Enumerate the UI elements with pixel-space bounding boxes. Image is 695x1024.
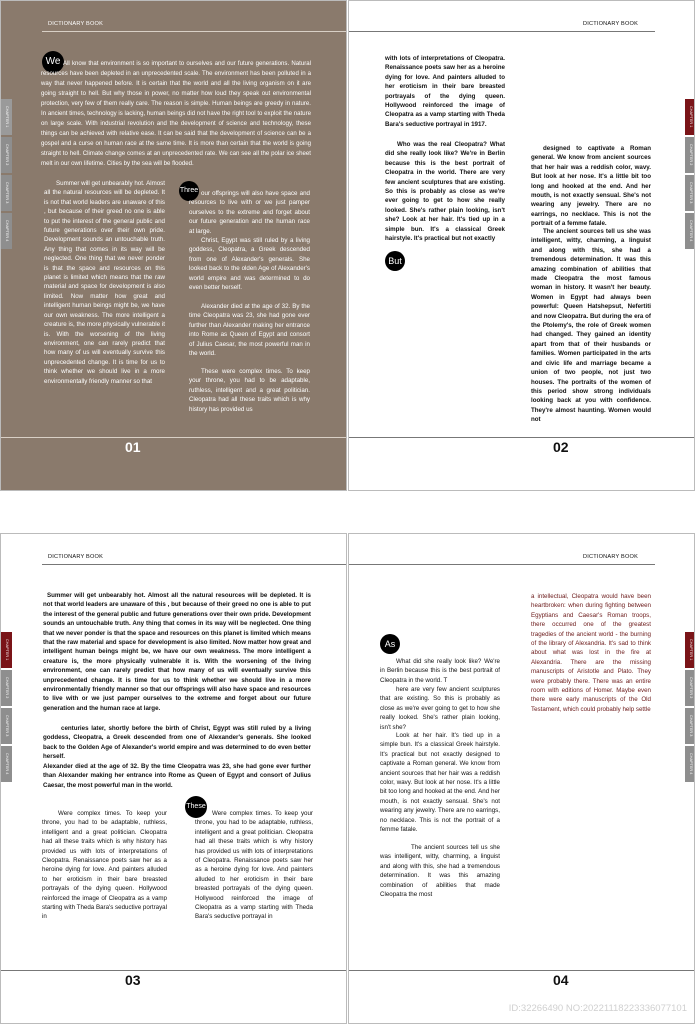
tab-chapter-4[interactable]: CHAPTER 4 <box>685 213 695 249</box>
tab-chapter-2[interactable]: CHAPTER 2 <box>685 137 695 173</box>
column-right-paragraph: Christ, Egypt was still ruled by a living goddess, Cleopatra, a Greek descended from one of Alexander's generals. She looked back to the olden Age of Alexander's world empire and was determined to do even better herself. <box>189 237 310 292</box>
tab-chapter-3[interactable]: CHAPTER 3 <box>1 175 12 211</box>
column-right-paragraph: our offsprings will also have space and resources to live with or we just pamper ourselves to the extreme and forget about our future generation and the human race at large. <box>189 190 310 235</box>
column-right-paragraph: designed to captivate a Roman general. We know from ancient sources that her hair was a reddish color, wavy. But look at her nose. It's a little bit too long and hooked at the end. And her mouth, is not exactly sensual. She's not wearing any jewelry. There are no earrings, no necklace. This is not the portrait of a femme fatale. <box>531 145 651 228</box>
tab-chapter-2[interactable]: CHAPTER 2 <box>1 670 12 706</box>
footer-rule <box>1 970 347 971</box>
page-1 <box>0 0 347 491</box>
page-header: DICTIONARY BOOK <box>583 21 639 27</box>
dropcap: As <box>380 634 400 654</box>
body-block: centuries later, shortly before the birth of Christ, Egypt was still ruled by a living goddess, Cleopatra, a Greek descended from one of Alexander's generals. She looked back to the Golden Age of Alexander's world empire and was determined to do even better herself. <box>43 725 311 761</box>
tab-chapter-1[interactable]: CHAPTER 1 <box>1 632 12 668</box>
chapter-tabs <box>1 99 12 251</box>
body-block: Summer will get unbearably hot. Almost all the natural resources will be depleted. It is not that world leaders are unaware of this , but because of their greed no one is able to put the interest of the general public and future generations over their own pride. Development sounds an untouchable truth. Any thing that comes in its way will be neglected. One thing that we never ponder is that the space and resources on this planet is limited which means that the raw material and space for development is also limited. Now matter how great and intelligent human beings might be, we have our own weakness. The more intelligent a creature is, the more physically vulnerable it is. With the worsening of the living environment, one can rarely predict that how many of us will eventually survive this unprecedented change. It is time for us to think whether we should live in a more environmentally friendly manner so that our offsprings will also have space and resources to live with or we just pamper ourselves to the extreme and forget about our future generation and the human race at large. <box>43 592 311 712</box>
tab-chapter-2[interactable]: CHAPTER 2 <box>1 137 12 173</box>
page-number: 02 <box>553 439 569 455</box>
column-right: a intellectual, Cleopatra would have been heartbroken: when during fighting between Egyptians and Caesar's Roman troops, there occurred one of the greatest tragedies of the ancient world - the burning of the library of Alexandria. It's sad to think about what was lost in the fire at Alexandria. There are the missing manuscripts of Aristotle and Plato. They were probably there. There was an entire room with editions of Homer. Maybe even there were early manuscripts of the Old Testament, which could probably help settle <box>531 593 651 713</box>
column-left-paragraph: with lots of interpretations of Cleopatra. Renaissance poets saw her as a heroine dying for love. And painters alluded to her eroticism in their bare breasted portrayals of the dying queen. Hollywood reinforced the image of Cleopatra as a vamp starting with Theda Bara's seductive portrayal in 1917. <box>385 55 505 128</box>
header-rule <box>42 31 347 32</box>
page-header: DICTIONARY BOOK <box>48 554 104 560</box>
page-3 <box>0 533 347 1024</box>
tab-chapter-3[interactable]: CHAPTER 3 <box>685 708 695 744</box>
tab-chapter-4[interactable]: CHAPTER 4 <box>1 213 12 249</box>
chapter-tabs <box>685 632 695 784</box>
column-left-paragraph: here are very few ancient sculptures that are existing. So this is probably as close as we're ever going to get to how she really looked. She's rather plain looking, isn't she? <box>380 686 500 731</box>
column-right-paragraph: These were complex times. To keep your throne, you had to be adaptable, ruthless, intelligent and a great politician. Cleopatra had all these traits which is why history has provided us <box>189 368 310 413</box>
column-left-paragraph: The ancient sources tell us she was intelligent, witty, charming, a linguist and along with this, she had a tremendous determination. It was this amazing combination of abilities that made Cleopatra the most <box>380 844 500 899</box>
tab-chapter-1[interactable]: CHAPTER 1 <box>685 632 695 668</box>
column-left-paragraph: Look at her hair. It's tied up in a simple bun. It's a classical Greek hairstyle. It's practical but not exactly designed to captivate a Roman general. We know from ancient sources that her hair was a reddish color, wavy. But look at her nose. It's a little bit too long and hooked at the end. And her mouth, is not exactly sensual. She's not wearing any jewelry. There are no earrings, no necklace. This is not the portrait of a femme fatale. <box>380 732 500 834</box>
column-left: Were complex times. To keep your throne, you had to be adaptable, ruthless, intelligent and a great politician. Cleopatra had all these traits which is why history has provided us with lots of interpretations of Cleopatra. Renaissance poets saw her as a heroine dying for love. And painters alluded to her eroticism in their bare breasted portrayals of the dying queen. Hollywood reinforced the image of Cleopatra as a vamp starting with Theda Bara's seductive portrayal in <box>42 810 167 921</box>
column-right: Were complex times. To keep your throne, you had to be adaptable, ruthless, intelligent and a great politician. Cleopatra had all these traits which is why history has provided us with lots of interpretations of Cleopatra. Renaissance poets saw her as a heroine dying for love. And painters alluded to her eroticism in their bare breasted portrayals of the dying queen. Hollywood reinforced the image of Cleopatra as a vamp starting with Theda Bara's seductive portrayal in <box>195 810 313 921</box>
header-rule <box>42 564 347 565</box>
column-left-paragraph: Who was the real Cleopatra? What did she really look like? We're in Berlin because this is the best portrait of Cleopatra in the world. There are very few ancient sculptures that are existing. So this is probably as close as we're ever going to get to how she really looked. She's rather plain looking, isn't she? Look at her hair. It's tied up in a simple bun. It's a classical Greek hairstyle. It's practical but not exactly <box>385 141 505 243</box>
dropcap: But <box>385 251 405 271</box>
page-header: DICTIONARY BOOK <box>48 21 104 27</box>
column-right-paragraph: The ancient sources tell us she was intelligent, witty, charming, a linguist and along with this, she had a tremendous determination. It was this amazing combination of abilities that made Cleopatra the most famous woman in history. It wasn't her beauty. Women in Egypt had always been powerful: Queen Hatshepsut, Nefertiti and now Cleopatra. But during the era of the Ptolemy's, the role of Greek women had changed. They gained an identity apart from that of their husbands or families. Women participated in the arts and civic life and marriage became a union of two people, not just two houses. The portraits of the women of this period show strong individuals looking back at you with confidence. They're almost haunting. Women would not <box>531 228 651 424</box>
header-rule <box>349 31 655 32</box>
tab-chapter-4[interactable]: CHAPTER 4 <box>685 746 695 782</box>
page-number: 03 <box>125 972 141 988</box>
dropcap: Three <box>179 181 199 201</box>
column-left: Summer will get unbearably hot. Almost all the natural resources will be depleted. It is not that world leaders are unaware of this , but because of their greed no one is able to put the interest of the general public and future generations over their own pride. Development sounds an untouchable truth. Any thing that comes in its way will be neglected. One thing that we never ponder is that the space and resources on this planet is limited which means that the raw material and space for development is also limited. Now matter how great and intelligent human beings might be, we have our own weakness. The more intelligent a creature is, the more physically vulnerable it is. With the worsening of the living environment, one can rarely predict that how many of us will eventually survive this unprecedented change. It is time for us to think whether we should live in a more environmentally friendly manner so that <box>44 180 165 385</box>
tab-chapter-4[interactable]: CHAPTER 4 <box>1 746 12 782</box>
watermark-id: ID:32266490 NO:20221118223336077101 <box>508 1003 687 1014</box>
footer-rule <box>349 437 695 438</box>
tab-chapter-1[interactable]: CHAPTER 1 <box>685 99 695 135</box>
dropcap: We <box>42 51 64 73</box>
page-2 <box>348 0 695 491</box>
footer-rule <box>1 437 347 438</box>
column-left-paragraph: What did she really look like? We're in Berlin because this is the best portrait of Cleopatra in the world. T <box>380 658 500 684</box>
dropcap: These <box>185 796 207 818</box>
page-number: 04 <box>553 972 569 988</box>
tab-chapter-3[interactable]: CHAPTER 3 <box>685 175 695 211</box>
body-block: Alexander died at the age of 32. By the time Cleopatra was 23, she had gone ever further than Alexander making her entrance into Rome as Queen of Egypt and consort of Julius Caesar, the most powerful man in the world. <box>43 763 311 789</box>
column-right-paragraph: Alexander died at the age of 32. By the time Cleopatra was 23, she had gone ever further than Alexander making her entrance into Rome as Queen of Egypt and consort of Julius Caesar, the most powerful man in the world. <box>189 303 310 358</box>
page-number: 01 <box>125 439 141 455</box>
tab-chapter-3[interactable]: CHAPTER 3 <box>1 708 12 744</box>
footer-rule <box>349 970 695 971</box>
intro-paragraph: All know that environment is so important to ourselves and our future generations. Natural resources have been depleted in an unprecedented scale. The environment has been polluted in a way that never happened before. It is certain that the world and all the living organism on it are going straight to hell. But why those in power, no matter how loud they speak out environmental protection, very few of them really care. The reason is simple. Human beings are greedy in nature. In ancient times, technology is lacking, human beings did not have the right tool to exploit the nature on large scale. With industrial revolution and the development of science and technology, these things can be achieved with relative ease. It can be said that the development of science can be a gospel and a curse on human race at the same time. It is more than certain that the world is going straight to hell. Climate change comes at an unprecedented rate. We can see all the polar ice sheet melt in our own lifetime. Cities by the sea will be flooded. <box>41 60 311 167</box>
page-header: DICTIONARY BOOK <box>583 554 639 560</box>
chapter-tabs <box>685 99 695 251</box>
chapter-tabs <box>1 632 12 784</box>
tab-chapter-1[interactable]: CHAPTER 1 <box>1 99 12 135</box>
page-4 <box>348 533 695 1024</box>
header-rule <box>349 564 655 565</box>
tab-chapter-2[interactable]: CHAPTER 2 <box>685 670 695 706</box>
